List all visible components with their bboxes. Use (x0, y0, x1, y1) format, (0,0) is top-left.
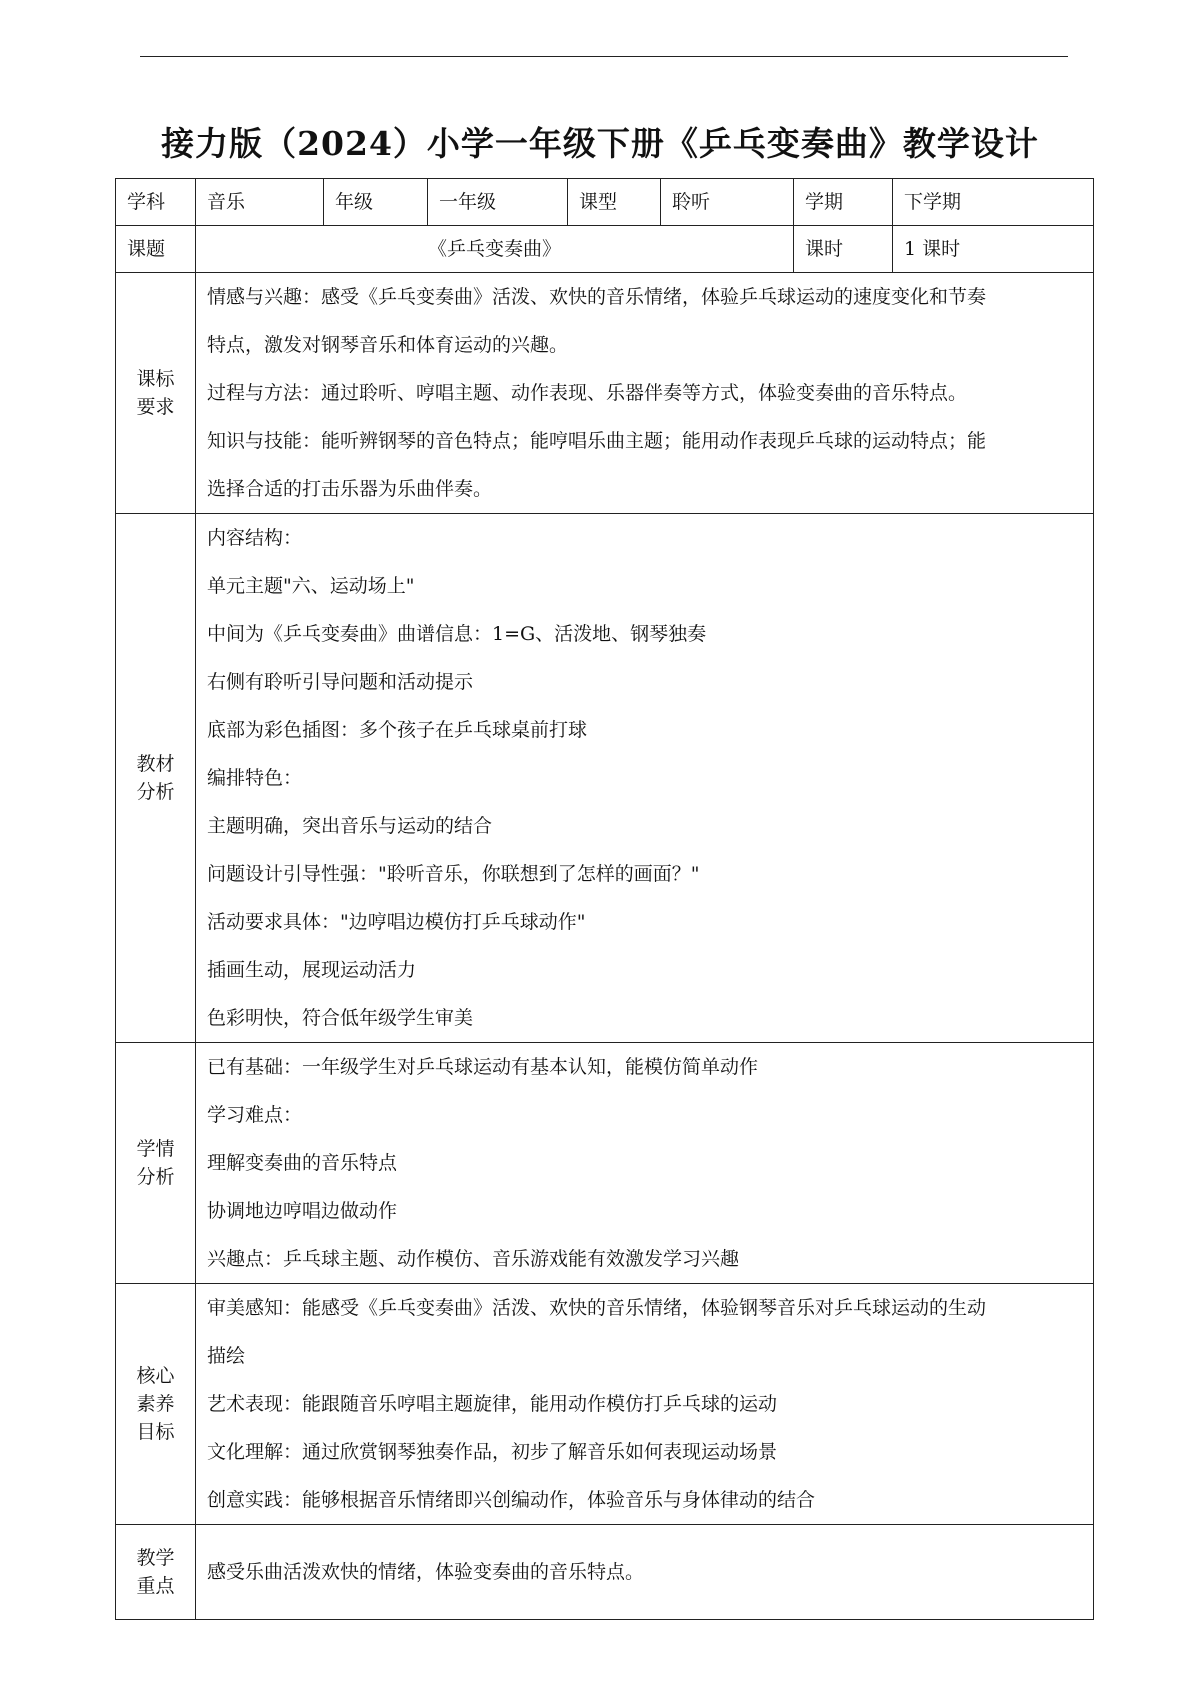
materials-line: 色彩明快，符合低年级学生审美 (207, 1007, 474, 1029)
standards-row (116, 273, 1094, 514)
type-value: 聆听 (661, 179, 794, 226)
core-row (116, 1284, 1094, 1525)
core-label-line: 核心 (136, 1365, 175, 1387)
standards-line: 选择合适的打击乐器为乐曲伴奏。 (207, 478, 493, 500)
topic-row (116, 226, 1094, 273)
materials-line: 右侧有聆听引导问题和活动提示 (207, 671, 474, 693)
core-line: 艺术表现：能跟随音乐哼唱主题旋律，能用动作模仿打乒乓球的运动 (207, 1393, 778, 1415)
materials-content (196, 514, 1094, 1043)
materials-line: 问题设计引导性强："聆听音乐，你联想到了怎样的画面？" (207, 863, 700, 885)
focus-line: 感受乐曲活泼欢快的情绪，体验变奏曲的音乐特点。 (207, 1561, 645, 1583)
info-row (116, 179, 1094, 226)
materials-line: 活动要求具体："边哼唱边模仿打乒乓球动作" (207, 911, 586, 933)
standards-label-line: 要求 (136, 396, 175, 418)
materials-line: 编排特色： (207, 767, 303, 789)
standards-label-line: 课标 (136, 368, 175, 390)
grade-value: 一年级 (428, 179, 568, 226)
standards-line: 特点，激发对钢琴音乐和体育运动的兴趣。 (207, 334, 569, 356)
learners-row (116, 1043, 1094, 1284)
learners-line: 学习难点： (207, 1104, 303, 1126)
core-line: 审美感知：能感受《乒乓变奏曲》活泼、欢快的音乐情绪，体验钢琴音乐对乒乓球运动的生动 (207, 1297, 987, 1319)
materials-line: 底部为彩色插图：多个孩子在乒乓球桌前打球 (207, 719, 588, 741)
materials-line: 单元主题"六、运动场上" (207, 575, 415, 597)
focus-row (116, 1525, 1094, 1620)
core-label-line: 素养 (136, 1393, 175, 1415)
materials-line: 插画生动，展现运动活力 (207, 959, 417, 981)
focus-label-line: 重点 (136, 1575, 175, 1597)
learners-content (196, 1043, 1094, 1284)
subject-value: 音乐 (196, 179, 324, 226)
materials-label-line: 教材 (136, 753, 175, 775)
standards-label (116, 273, 196, 514)
document-title: 接力版（2024）小学一年级下册《乒乓变奏曲》教学设计 (161, 124, 1039, 163)
learners-line: 理解变奏曲的音乐特点 (207, 1152, 398, 1174)
type-label: 课型 (568, 179, 661, 226)
materials-row (116, 514, 1094, 1043)
hours-value: 1 课时 (893, 226, 1094, 273)
core-line: 描绘 (207, 1345, 246, 1367)
lesson-plan-table (115, 178, 1094, 1620)
term-label: 学期 (794, 179, 893, 226)
materials-line: 内容结构： (207, 527, 303, 549)
focus-label-line: 教学 (136, 1547, 175, 1569)
materials-label (116, 514, 196, 1043)
core-line: 创意实践：能够根据音乐情绪即兴创编动作，体验音乐与身体律动的结合 (207, 1489, 816, 1511)
standards-line: 情感与兴趣：感受《乒乓变奏曲》活泼、欢快的音乐情绪，体验乒乓球运动的速度变化和节奏 (207, 286, 987, 308)
standards-line: 知识与技能：能听辨钢琴的音色特点；能哼唱乐曲主题；能用动作表现乒乓球的运动特点；能 (207, 430, 987, 452)
learners-line: 协调地边哼唱边做动作 (207, 1200, 398, 1222)
materials-line: 主题明确，突出音乐与运动的结合 (207, 815, 493, 837)
learners-label-line: 分析 (136, 1166, 175, 1188)
core-content (196, 1284, 1094, 1525)
standards-content (196, 273, 1094, 514)
grade-label: 年级 (324, 179, 428, 226)
standards-line: 过程与方法：通过聆听、哼唱主题、动作表现、乐器伴奏等方式，体验变奏曲的音乐特点。 (207, 382, 968, 404)
learners-line: 兴趣点：乒乓球主题、动作模仿、音乐游戏能有效激发学习兴趣 (207, 1248, 740, 1270)
core-label (116, 1284, 196, 1525)
materials-label-line: 分析 (136, 781, 175, 803)
materials-line: 中间为《乒乓变奏曲》曲谱信息：1=G、活泼地、钢琴独奏 (207, 623, 707, 645)
core-label-line: 目标 (136, 1421, 175, 1443)
topic-value: 《乒乓变奏曲》 (196, 226, 794, 273)
header-rule (140, 56, 1068, 57)
subject-label: 学科 (116, 179, 196, 226)
focus-content (196, 1525, 1094, 1620)
hours-label: 课时 (794, 226, 893, 273)
learners-label-line: 学情 (136, 1138, 175, 1160)
focus-label (116, 1525, 196, 1620)
learners-line: 已有基础：一年级学生对乒乓球运动有基本认知，能模仿简单动作 (207, 1056, 759, 1078)
term-value: 下学期 (893, 179, 1094, 226)
topic-label: 课题 (116, 226, 196, 273)
core-line: 文化理解：通过欣赏钢琴独奏作品，初步了解音乐如何表现运动场景 (207, 1441, 778, 1463)
learners-label (116, 1043, 196, 1284)
